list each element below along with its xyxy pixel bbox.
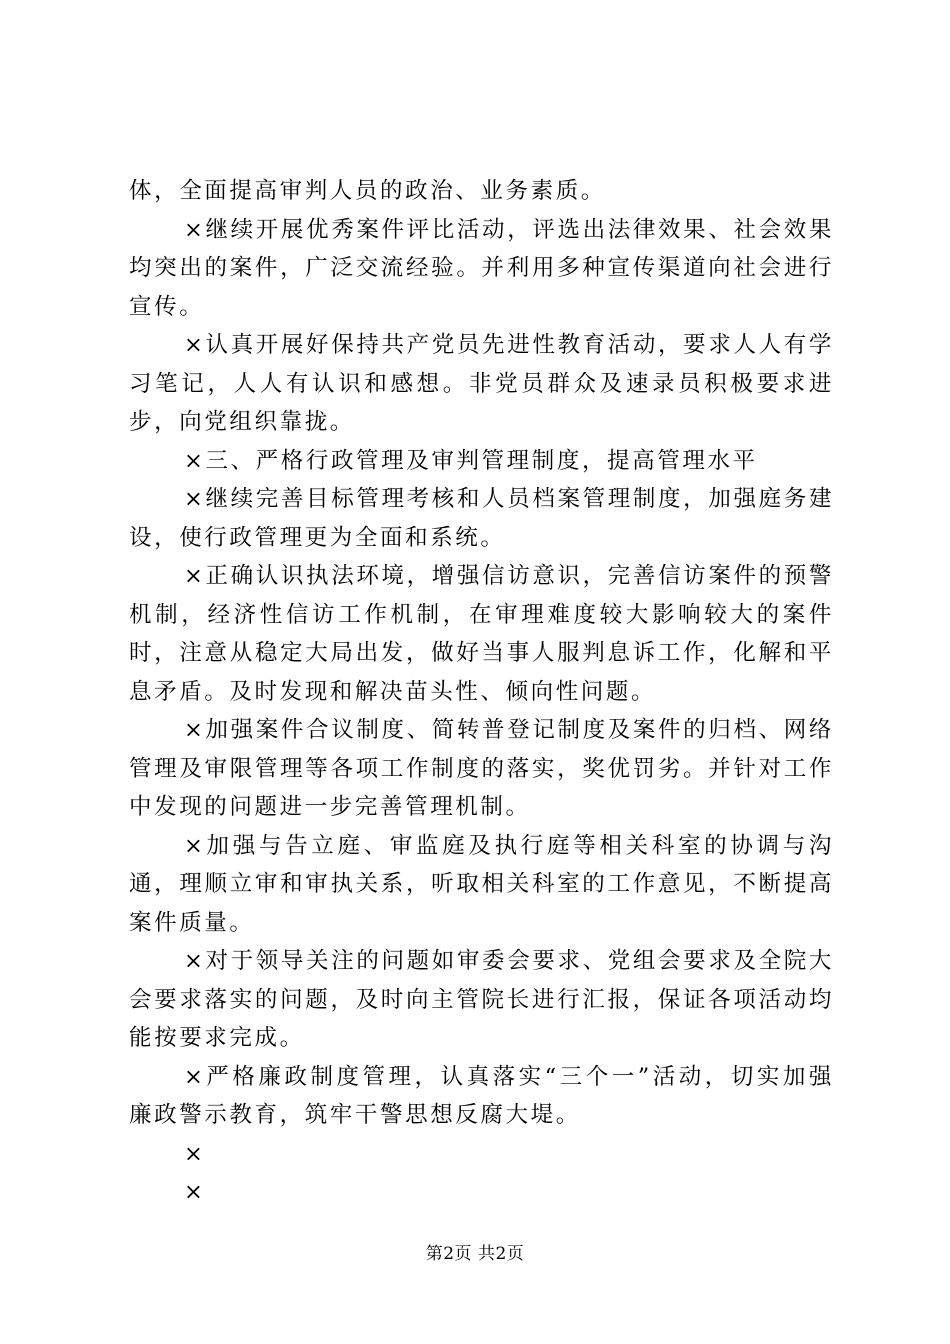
paragraph-party-education: ×认真开展好保持共产党员先进性教育活动，要求人人有学习笔记，人人有认识和感想。非党员群众及速录员积极要求进步，向党组织靠拢。 — [129, 332, 834, 435]
paragraph-integrity: ×严格廉政制度管理，认真落实“三个一”活动，切实加强廉政警示教育，筑牢干警思想反腐大堤。 — [129, 1063, 834, 1128]
paragraph-empty-marker: × — [184, 1179, 206, 1205]
paragraph-case-system: ×加强案件合议制度、简转普登记制度及案件的归档、网络管理及审限管理等各项工作制度的落实，奖优罚劣。并针对工作中发现的问题进一步完善管理机制。 — [129, 717, 834, 820]
paragraph-coordination: ×加强与告立庭、审监庭及执行庭等相关科室的协调与沟通，理顺立审和审执关系，听取相关科室的工作意见，不断提高案件质量。 — [129, 832, 834, 936]
paragraph-empty-marker: × — [184, 1140, 206, 1167]
paragraph-leadership-concerns: ×对于领导关注的问题如审委会要求、党组会要求及全院大会要求落实的问题，及时向主管院长进行汇报，保证各项活动均能按要求完成。 — [129, 948, 834, 1051]
paragraph-petition-work: ×正确认识执法环境，增强信访意识，完善信访案件的预警机制，经济性信访工作机制，在审理难度较大影响较大的案件时，注意从稳定大局出发，做好当事人服判息诉工作，化解和平息矛盾。及时发现和解决苗头性、倾向性问题。 — [129, 563, 834, 705]
paragraph-continuation: 体，全面提高审判人员的政治、业务素质。 — [129, 178, 606, 204]
section-heading-management: ×三、严格行政管理及审判管理制度，提高管理水平 — [184, 447, 758, 474]
page-footer: 第2页 共2页 — [425, 1244, 525, 1264]
paragraph-case-evaluation: ×继续开展优秀案件评比活动，评选出法律效果、社会效果均突出的案件，广泛交流经验。并利用多种宣传渠道向社会进行宣传。 — [129, 216, 834, 320]
document-body — [129, 172, 834, 1212]
paragraph-target-management: ×继续完善目标管理考核和人员档案管理制度，加强庭务建设，使行政管理更为全面和系统。 — [129, 486, 834, 551]
